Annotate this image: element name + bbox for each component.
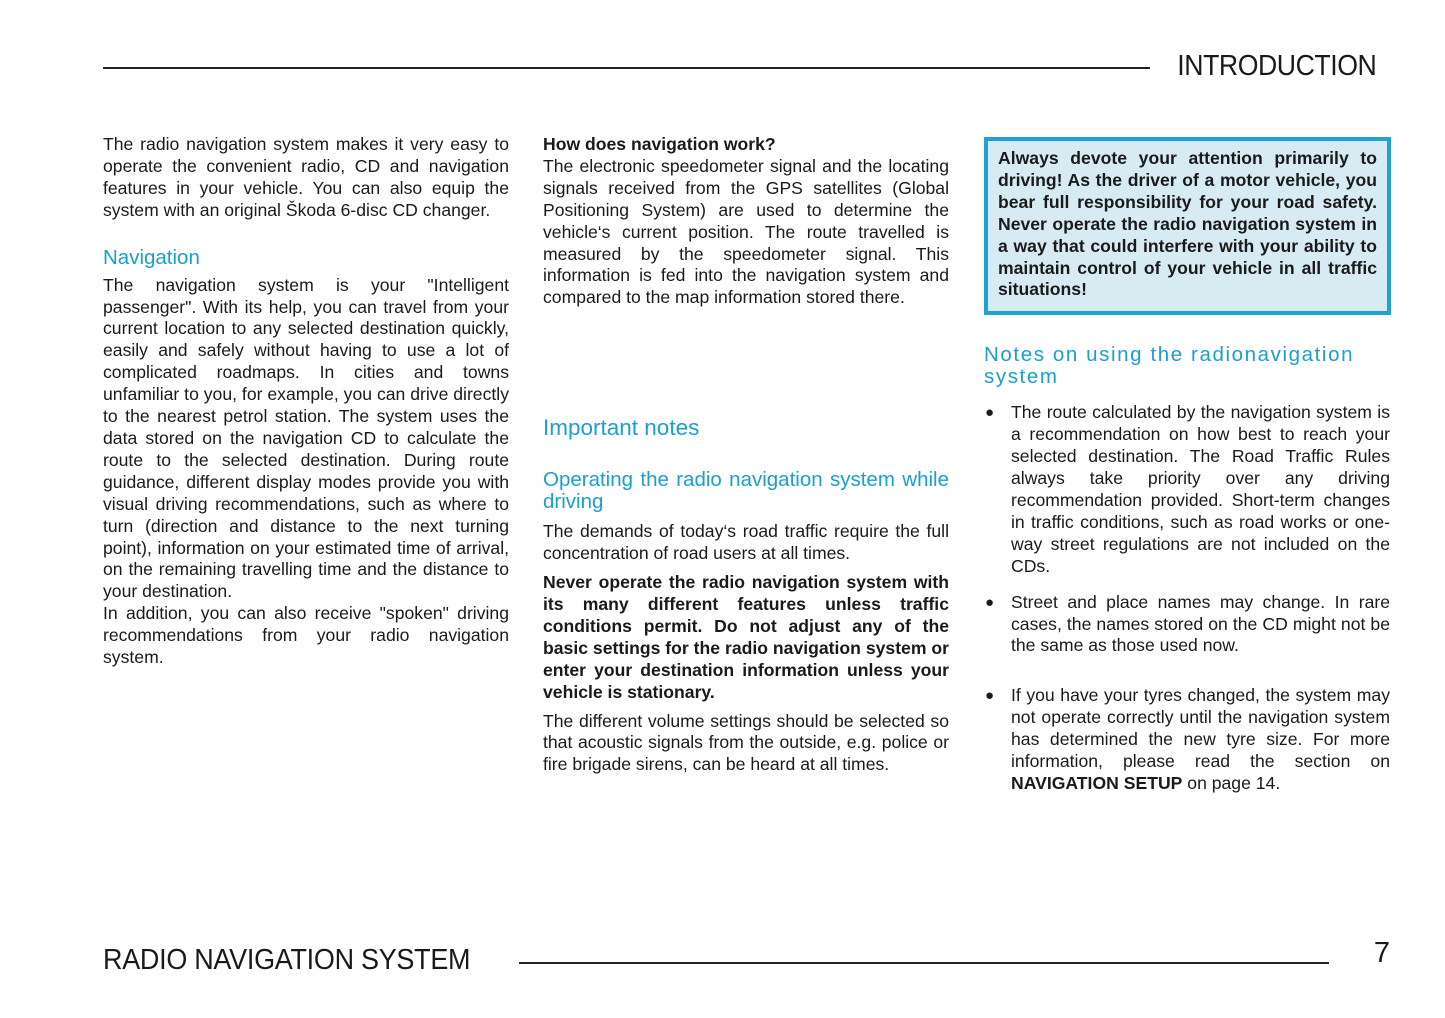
operating-warning-paragraph: Never operate the radio navigation system with its many different features unless traffic conditions permit. Do not adjust any of the basic settings for the radio navigation system or enter your destination information unless your vehicle is stationary. <box>543 572 949 702</box>
page-footer <box>103 937 1393 980</box>
page-number: 7 <box>1373 937 1390 969</box>
navigation-paragraph: The navigation system is your "Intelligent passenger". With its help, you can travel from your current location to any selected destination quickly, easily and safely without having to use a lot of complicated roadmaps. In cities and towns unfamiliar to you, for example, you can drive directly to the nearest petrol station. The system uses the data stored on the navigation CD to calculate the route to the selected destination. During route guidance, different display modes provide you with visual driving recommendations, such as where to turn (direction and distance to the next turning point), information on your estimated time of arrival, on the remaining travelling time and the distance to your destination. <box>103 274 509 602</box>
header-rule <box>103 67 1150 69</box>
operating-while-driving-heading: Operating the radio navigation system while driving <box>543 468 949 514</box>
important-notes-heading: Important notes <box>543 415 700 441</box>
bullet-icon: ● <box>985 593 995 611</box>
navigation-setup-reference: NAVIGATION SETUP <box>1011 772 1183 793</box>
operating-paragraph: The demands of today‘s road traffic require the full concentration of road users at all times. <box>543 521 949 564</box>
notes-list <box>984 402 1390 795</box>
notes-heading: Notes on using the radionavigation system <box>984 343 1355 389</box>
page-header <box>103 48 1376 84</box>
page-reference: on page 14. <box>1182 772 1281 793</box>
column-left <box>103 134 509 669</box>
how-navigation-works-paragraph: The electronic speedometer signal and the locating signals received from the GPS satellites (Global Positioning System) are used to determine the vehicle‘s current position. The route travelled is measured by the speedometer signal. This information is fed into the navigation system and compared to the map information stored there. <box>543 155 949 308</box>
footer-rule <box>519 962 1329 964</box>
intro-paragraph: The radio navigation system makes it very easy to operate the convenient radio, CD and navigation features in your vehicle. You can also equip the system with an original Škoda 6-disc CD changer. <box>103 134 509 220</box>
list-item <box>984 685 1390 795</box>
how-navigation-works-heading: How does navigation work? <box>543 134 776 154</box>
list-item-text: The route calculated by the navigation system is a recommendation on how best to reach your selected destination. The Road Traffic Rules always take priority over any driving recommendation provided. Short-term changes in traffic conditions, such as road works or one-way street regulations are not included on the CDs. <box>1011 402 1390 576</box>
volume-paragraph: The different volume settings should be selected so that acoustic signals from the outside, e.g. police or fire brigade sirens, can be heard at all times. <box>543 710 949 775</box>
safety-warning-box: Always devote your attention primarily to driving! As the driver of a motor vehicle, you bear full responsibility for your road safety. Never operate the radio navigation system in a way that could interfere with your ability to maintain control of your vehicle in all traffic situations! <box>984 137 1391 315</box>
column-right <box>984 137 1390 795</box>
column-middle <box>543 134 949 776</box>
navigation-paragraph-2: In addition, you can also receive "spoken" driving recommendations from your radio navigation system. <box>103 603 509 668</box>
list-item-text: If you have your tyres changed, the system may not operate correctly until the navigation system has determined the new tyre size. For more information, please read the section on <box>1011 685 1390 772</box>
list-item-text: Street and place names may change. In rare cases, the names stored on the CD might not be the same as those used now. <box>1011 591 1390 656</box>
navigation-heading: Navigation <box>103 245 200 269</box>
section-title: INTRODUCTION <box>1176 49 1376 82</box>
list-item <box>984 402 1390 577</box>
bullet-icon: ● <box>985 687 995 705</box>
manual-title: RADIO NAVIGATION SYSTEM <box>103 943 471 976</box>
list-item <box>984 592 1390 658</box>
bullet-icon: ● <box>985 404 995 422</box>
